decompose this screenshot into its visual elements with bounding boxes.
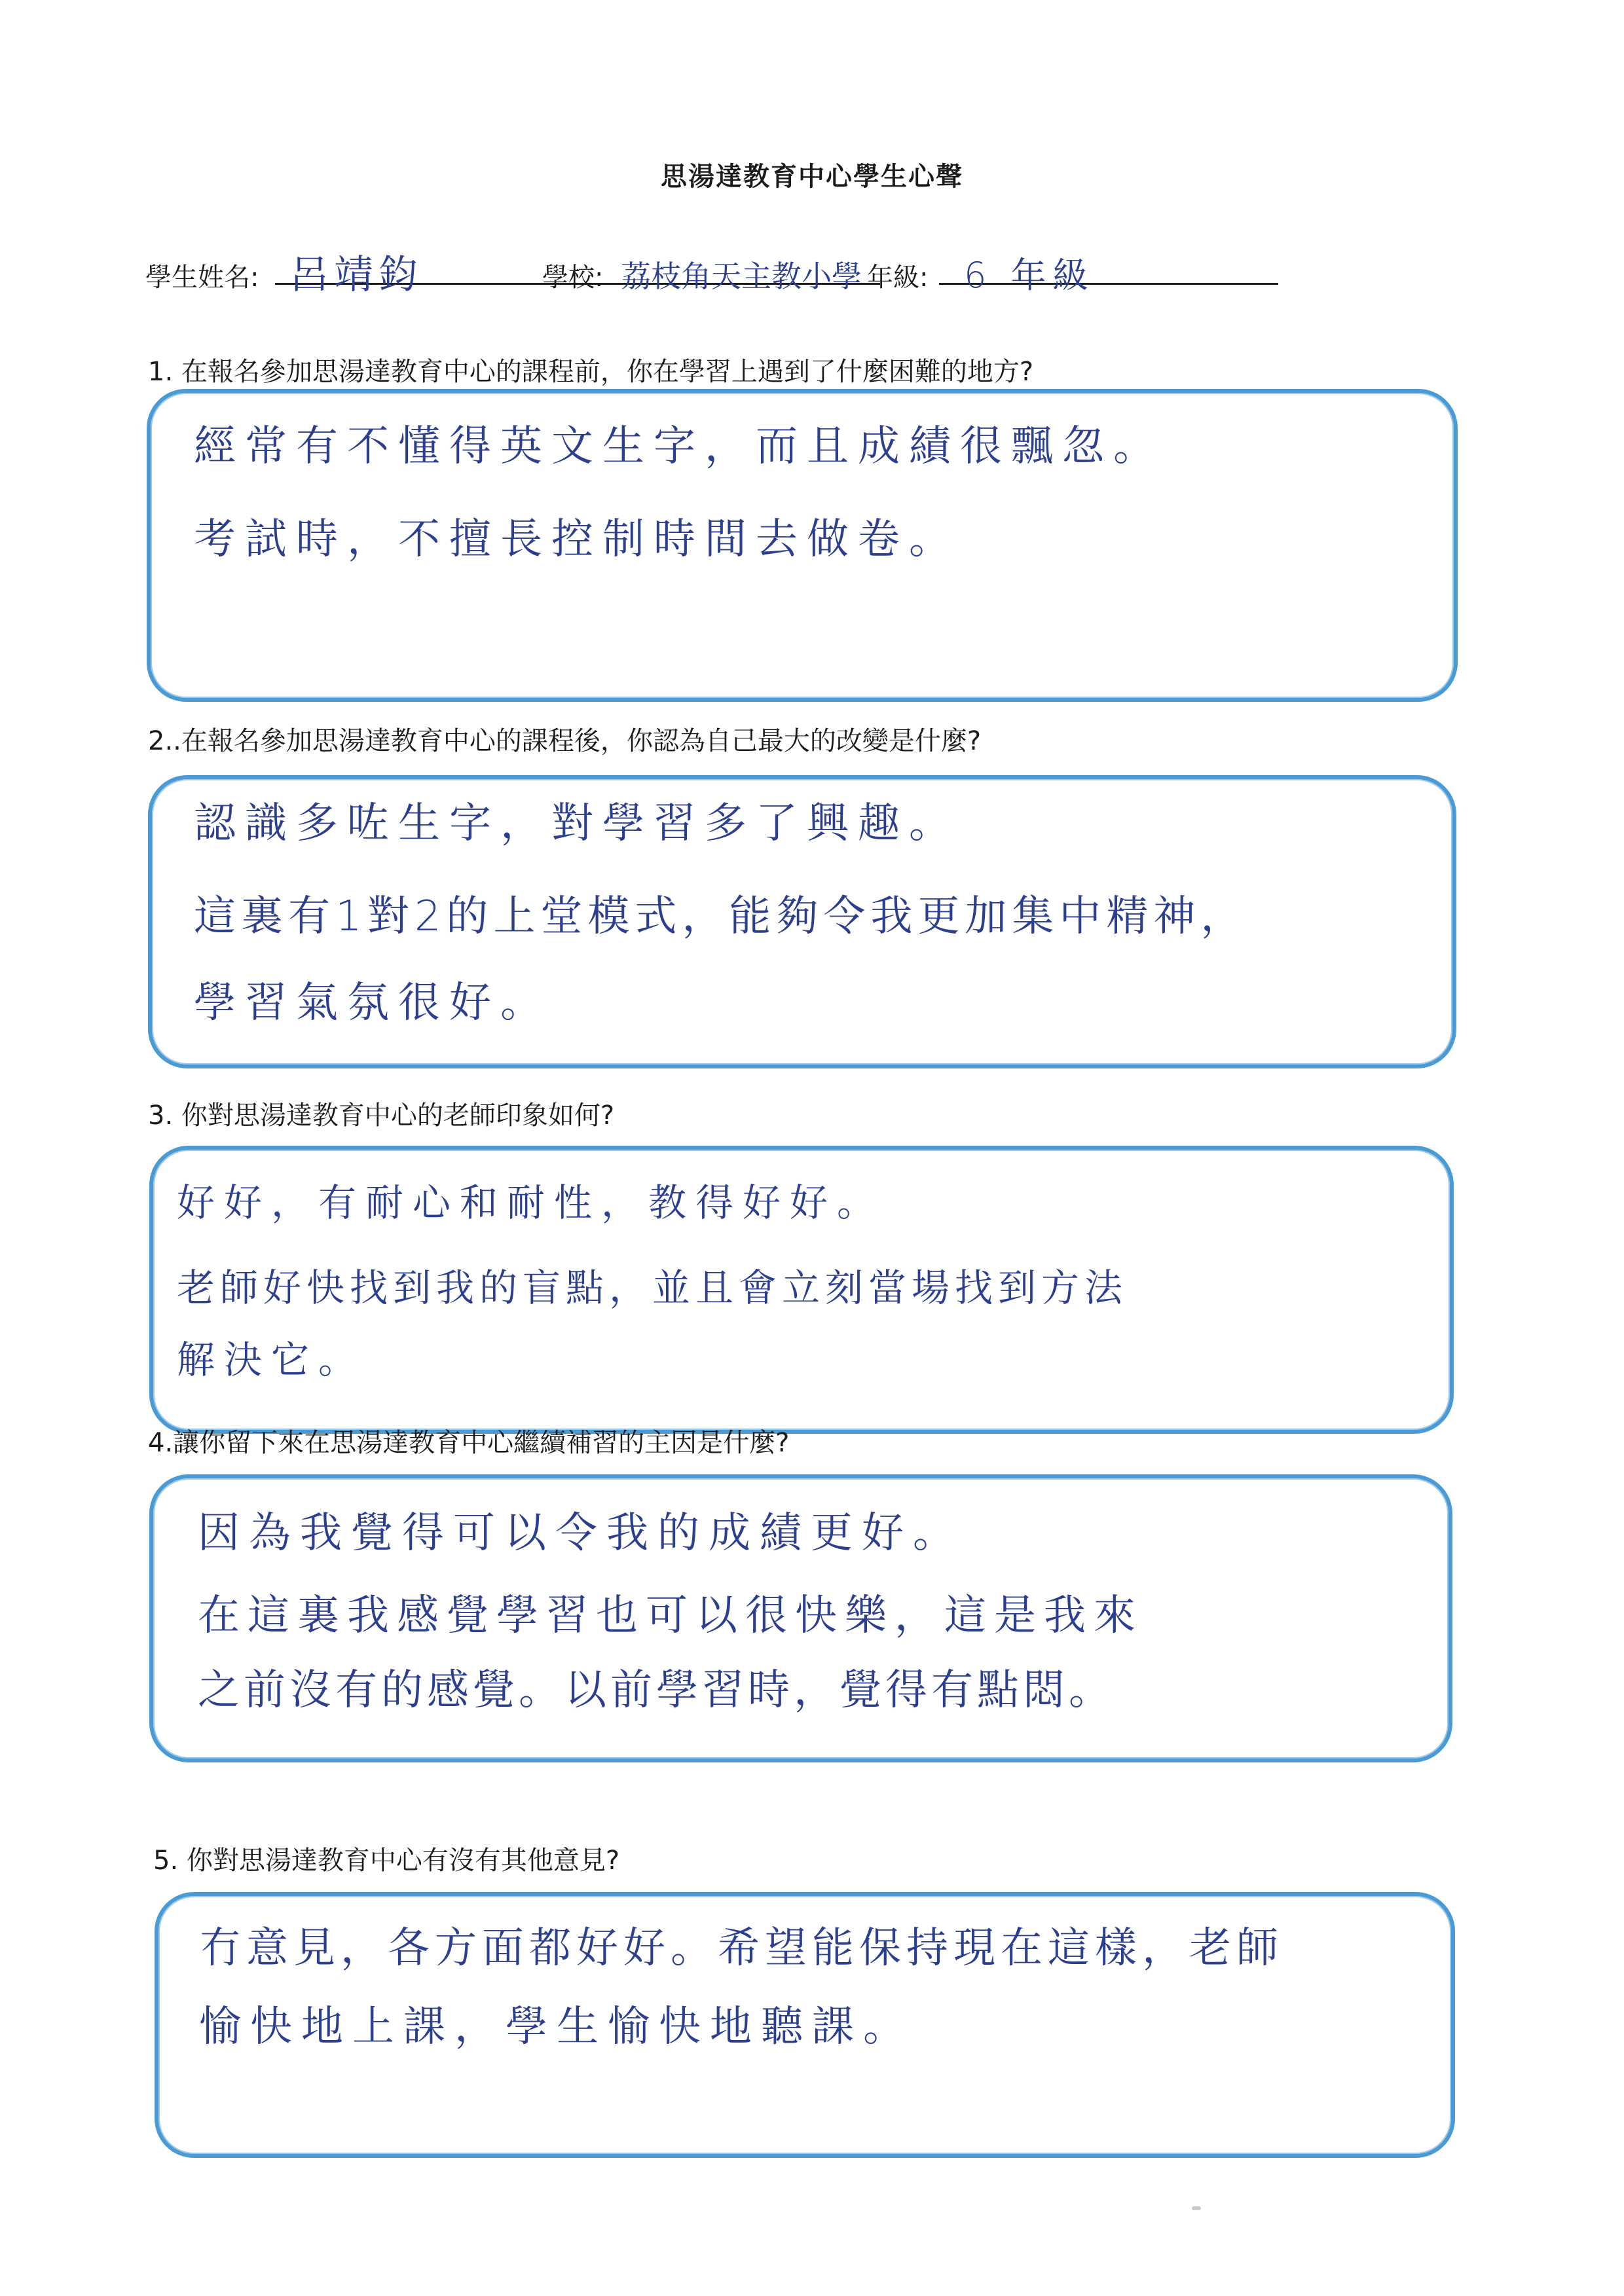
student-name-label: 學生姓名: xyxy=(145,263,259,293)
scan-smudge xyxy=(1192,2206,1201,2210)
question-2-label: 2..在報名參加思湯達教育中心的課程後，你認為自己最大的改變是什麼? xyxy=(148,726,982,756)
answer-5-line-1: 冇意見，各方面都好好。希望能保持現在這樣，老師 xyxy=(199,1924,1283,1973)
answer-4-line-3: 之前沒有的感覺。以前學習時，覺得有點悶。 xyxy=(198,1666,1115,1715)
question-4-label: 4.讓你留下來在思湯達教育中心繼續補習的主因是什麼? xyxy=(148,1428,790,1458)
answer-1-line-1: 經常有不懂得英文生字，而且成績很飄忽。 xyxy=(194,422,1164,471)
grade-value: 6 年級 xyxy=(964,255,1095,296)
grade-label: 年級: xyxy=(867,263,929,293)
answer-2-line-1: 認識多咗生字，對學習多了興趣。 xyxy=(194,799,960,848)
answer-2-line-2: 這裏有1對2的上堂模式，能夠令我更加集中精神， xyxy=(194,892,1248,941)
school-value: 荔枝角天主教小學 xyxy=(621,259,862,294)
question-5-label: 5. 你對思湯達教育中心有沒有其他意見? xyxy=(153,1846,620,1876)
answer-2-line-3: 學習氣氛很好。 xyxy=(194,979,551,1027)
answer-1-line-2: 考試時，不擅長控制時間去做卷。 xyxy=(194,515,960,564)
answer-4-line-1: 因為我覺得可以令我的成績更好。 xyxy=(198,1509,964,1558)
question-3-label: 3. 你對思湯達教育中心的老師印象如何? xyxy=(148,1101,615,1131)
answer-3-line-1: 好好，有耐心和耐性，教得好好。 xyxy=(177,1180,885,1225)
answer-3-line-3: 解決它。 xyxy=(177,1338,366,1382)
answer-5-line-2: 愉快地上課，學生愉快地聽課。 xyxy=(199,2003,914,2051)
answer-4-line-2: 在這裏我感覺學習也可以很快樂，這是我來 xyxy=(198,1592,1143,1640)
school-label: 學校: xyxy=(542,263,604,293)
answer-3-line-2: 老師好快找到我的盲點，並且會立刻當場找到方法 xyxy=(177,1266,1128,1310)
question-1-label: 1. 在報名參加思湯達教育中心的課程前，你在學習上遇到了什麼困難的地方? xyxy=(148,357,1034,387)
form-title: 思湯達教育中心學生心聲 xyxy=(661,162,963,192)
student-name-value: 呂靖鈞 xyxy=(289,252,423,298)
